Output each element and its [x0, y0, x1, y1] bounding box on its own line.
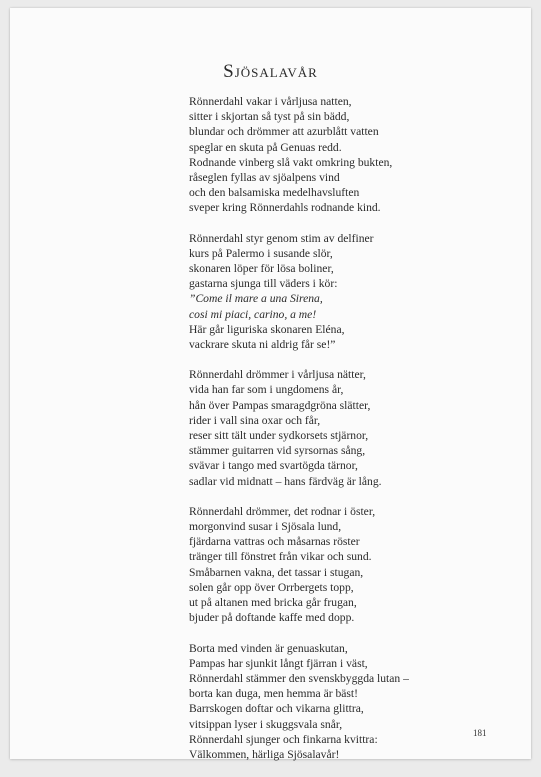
poem-line: vackrare skuta ni aldrig får se!” [189, 338, 336, 352]
poem-line: solen går opp över Orrbergets topp, [189, 580, 354, 594]
poem-line: Pampas har sjunkit långt fjärran i väst, [189, 656, 368, 670]
poem-line: bjuder på doftande kaffe med dopp. [189, 611, 355, 625]
poem-line: reser sitt tält under sydkorsets stjärnor, [189, 429, 369, 443]
poem-line: Rönnerdahl styr genom stim av delfiner [189, 231, 374, 245]
poem-line: Rönnerdahl sjunger och finkarna kvittra: [189, 732, 378, 746]
stanza [189, 367, 509, 489]
stanza [189, 504, 509, 626]
poem-line: råseglen fyllas av sjöalpens vind [189, 171, 340, 185]
poem-line: morgonvind susar i Sjösala lund, [189, 520, 342, 534]
stanza [189, 94, 509, 216]
stanza [189, 231, 509, 353]
poem-line: hån över Pampas smaragdgröna slätter, [189, 398, 371, 412]
poem-line: Välkommen, härliga Sjösalavår! [189, 747, 340, 761]
poem-line: Rodnande vinberg slå vakt omkring bukten, [189, 155, 393, 169]
poem-line: sveper kring Rönnerdahls rodnande kind. [189, 201, 381, 215]
poem-line: Rönnerdahl drömmer, det rodnar i öster, [189, 504, 376, 518]
poem-line: borta kan duga, men hemma är bäst! [189, 687, 359, 701]
poem-body [189, 94, 509, 777]
poem-line: speglar en skuta på Genuas redd. [189, 140, 342, 154]
poem-line: sitter i skjortan så tyst på sin bädd, [189, 110, 350, 124]
poem-line: kurs på Palermo i susande slör, [189, 246, 333, 260]
poem-line: Rönnerdahl vakar i vårljusa natten, [189, 95, 352, 108]
poem-line: ”Come il mare a una Sirena, [189, 292, 323, 306]
poem-line: och den balsamiska medelhavsluften [189, 186, 360, 200]
poem-line: Borta med vinden är genuaskutan, [189, 641, 348, 655]
poem-line: sadlar vid midnatt – hans färdväg är lång. [189, 474, 382, 488]
poem-line: rider i vall sina oxar och får, [189, 413, 321, 427]
poem-line: Småbarnen vakna, det tassar i stugan, [189, 565, 364, 579]
page-number: 181 [473, 728, 487, 738]
poem-line: cosi mi piaci, carino, a me! [189, 307, 317, 321]
poem-line: blundar och drömmer att azurblått vatten [189, 125, 379, 139]
poem-title: Sjösalavår [223, 61, 318, 82]
poem-line: ut på altanen med bricka går frugan, [189, 596, 357, 610]
poem-line: gastarna sjunga till väders i kör: [189, 277, 338, 291]
poem-line: vida han far som i ungdomens år, [189, 383, 344, 397]
poem-line: stämmer guitarren vid syrsornas sång, [189, 444, 366, 458]
stanza [189, 641, 509, 763]
poem-line: Här går liguriska skonaren Eléna, [189, 322, 345, 336]
book-page [10, 8, 531, 759]
poem-line: svävar i tango med svartögda tärnor, [189, 459, 358, 473]
poem-line: tränger till fönstret från vikar och sund. [189, 550, 372, 564]
poem-line: Rönnerdahl drömmer i vårljusa nätter, [189, 368, 366, 382]
poem-line: Rönnerdahl stämmer den svenskbyggda lutan – [189, 671, 409, 685]
poem-line: skonaren löper för lösa boliner, [189, 262, 334, 276]
poem-line: Barrskogen doftar och vikarna glittra, [189, 702, 364, 716]
poem-line: vitsippan lyser i skuggsvala snår, [189, 717, 343, 731]
poem-line: fjärdarna vattras och måsarnas röster [189, 535, 360, 549]
